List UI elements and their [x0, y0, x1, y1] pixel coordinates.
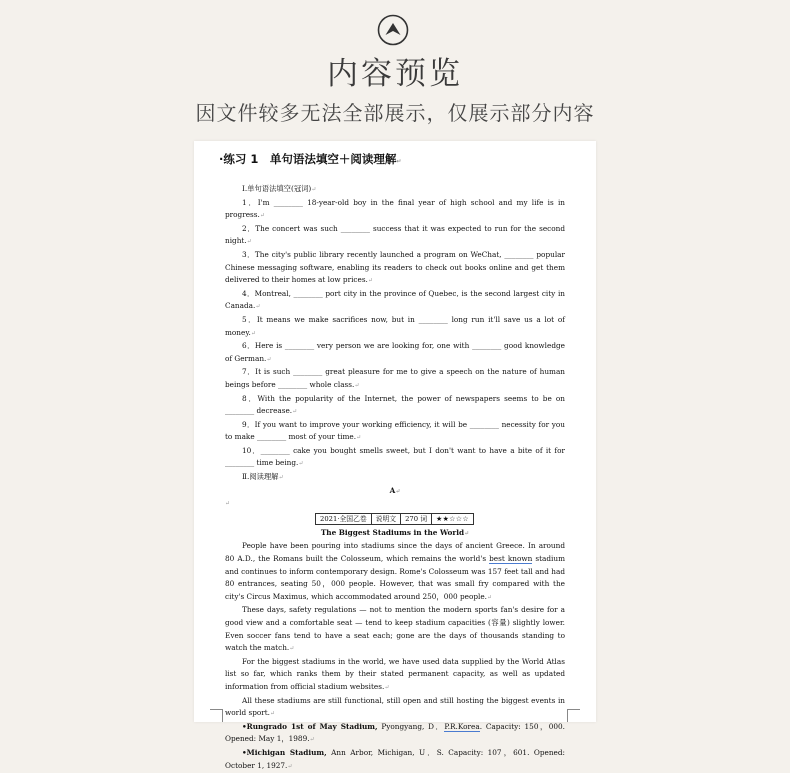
- passage-letter: A↵: [389, 485, 401, 495]
- exercise-title: ·练习 1 单句语法填空＋阅读理解↵: [219, 152, 402, 166]
- section-label-reading: Ⅱ.阅读理解↵: [242, 472, 284, 482]
- stadium-entry: •Michigan Stadium, Ann Arbor, Michigan, U．S. Capacity: 107，601. Opened: October 1, 1927.↵: [225, 747, 565, 770]
- stadium-entry: •Rungrado 1st of May Stadium, Pyongyang, D．P.R.Korea. Capacity: 150，000. Opened: May 1，1989.↵: [225, 721, 566, 744]
- question-item: 10．________ cake you bought smells sweet, but I don't want to have a bite of it for ________ time being.↵: [225, 445, 565, 468]
- question-item: 9．If you want to improve your working efficiency, it will be ________ necessity for you to make ________ most of your time.↵: [225, 419, 565, 442]
- question-item: 4．Montreal, ________ port city in the province of Quebec, is the second largest city in Canada.↵: [225, 288, 565, 311]
- info-genre: 说明文: [371, 513, 401, 525]
- document-body: [219, 151, 566, 773]
- page-title: 内容预览: [327, 56, 463, 92]
- section-label-grammar: Ⅰ.单句语法填空(冠词)↵: [242, 184, 317, 193]
- question-item: 5．It means we make sacrifices now, but in ________ long run it'll save us a lot of money.↵: [225, 314, 565, 337]
- question-item: 6．Here is ________ very person we are looking for, one with ________ good knowledge of German.↵: [225, 341, 565, 363]
- empty-line: ↵: [225, 500, 231, 508]
- document-preview[interactable]: [194, 141, 596, 770]
- passage-paragraph: People have been pouring into stadiums since the days of ancient Greece. In around 80 A.D., the Romans built the Colosseum, which remains the world's best known stadium and continues to inform contemporary design. Rome's Colosseum was 157 feet tall and had 80 entrances, seating 50，000 people. However, that was small fry compared with the city's Circus Maximus, which accommodated around 250，000 people.↵: [225, 541, 565, 601]
- page-subtitle: 因文件较多无法全部展示，仅展示部分内容: [195, 101, 595, 125]
- page-corner-mark: [210, 709, 223, 722]
- passage-paragraph: For the biggest stadiums in the world, we have used data supplied by the World Atlas list so far, which ranks them by their stated permanent capacity, as well as updated information from official stadium websites.↵: [225, 656, 565, 691]
- up-arrow-circle-icon: [377, 14, 409, 46]
- question-item: 7．It is such ________ great pleasure for me to give a speech on the nature of human beings before ________ whole class.↵: [225, 367, 565, 389]
- question-item: 8．With the popularity of the Internet, the power of newspapers seems to be on ________ decrease.↵: [225, 393, 565, 416]
- question-item: 3．The city's public library recently launched a program on WeChat, ________ popular Chinese messaging software, enabling its readers to check out books online and get them delivered to their homes at low prices.↵: [225, 249, 565, 285]
- passage-paragraph: All these stadiums are still functional, still open and still hosting the biggest events in world sport.↵: [225, 695, 565, 718]
- info-wordcount: 270 词: [400, 513, 432, 525]
- passage-title: The Biggest Stadiums in the World↵: [320, 527, 470, 537]
- info-source: 2021·全国乙卷: [315, 513, 372, 525]
- passage-paragraph: These days, safety regulations — not to mention the modern sports fan's desire for a good view and a comfortable seat — tend to keep stadium capacities (容量) slightly lower. Even soccer fans tend to have a seat each; gone are the days of thousands standing to watch the match.↵: [225, 605, 565, 653]
- question-item: 1．I'm ________ 18-year-old boy in the final year of high school and my life is in progress.↵: [225, 197, 565, 220]
- info-box: [225, 513, 565, 525]
- question-item: 2．The concert was such ________ success that it was expected to run for the second night.↵: [225, 223, 565, 246]
- info-difficulty: ★★☆☆☆: [431, 513, 474, 525]
- page-corner-mark: [567, 709, 580, 722]
